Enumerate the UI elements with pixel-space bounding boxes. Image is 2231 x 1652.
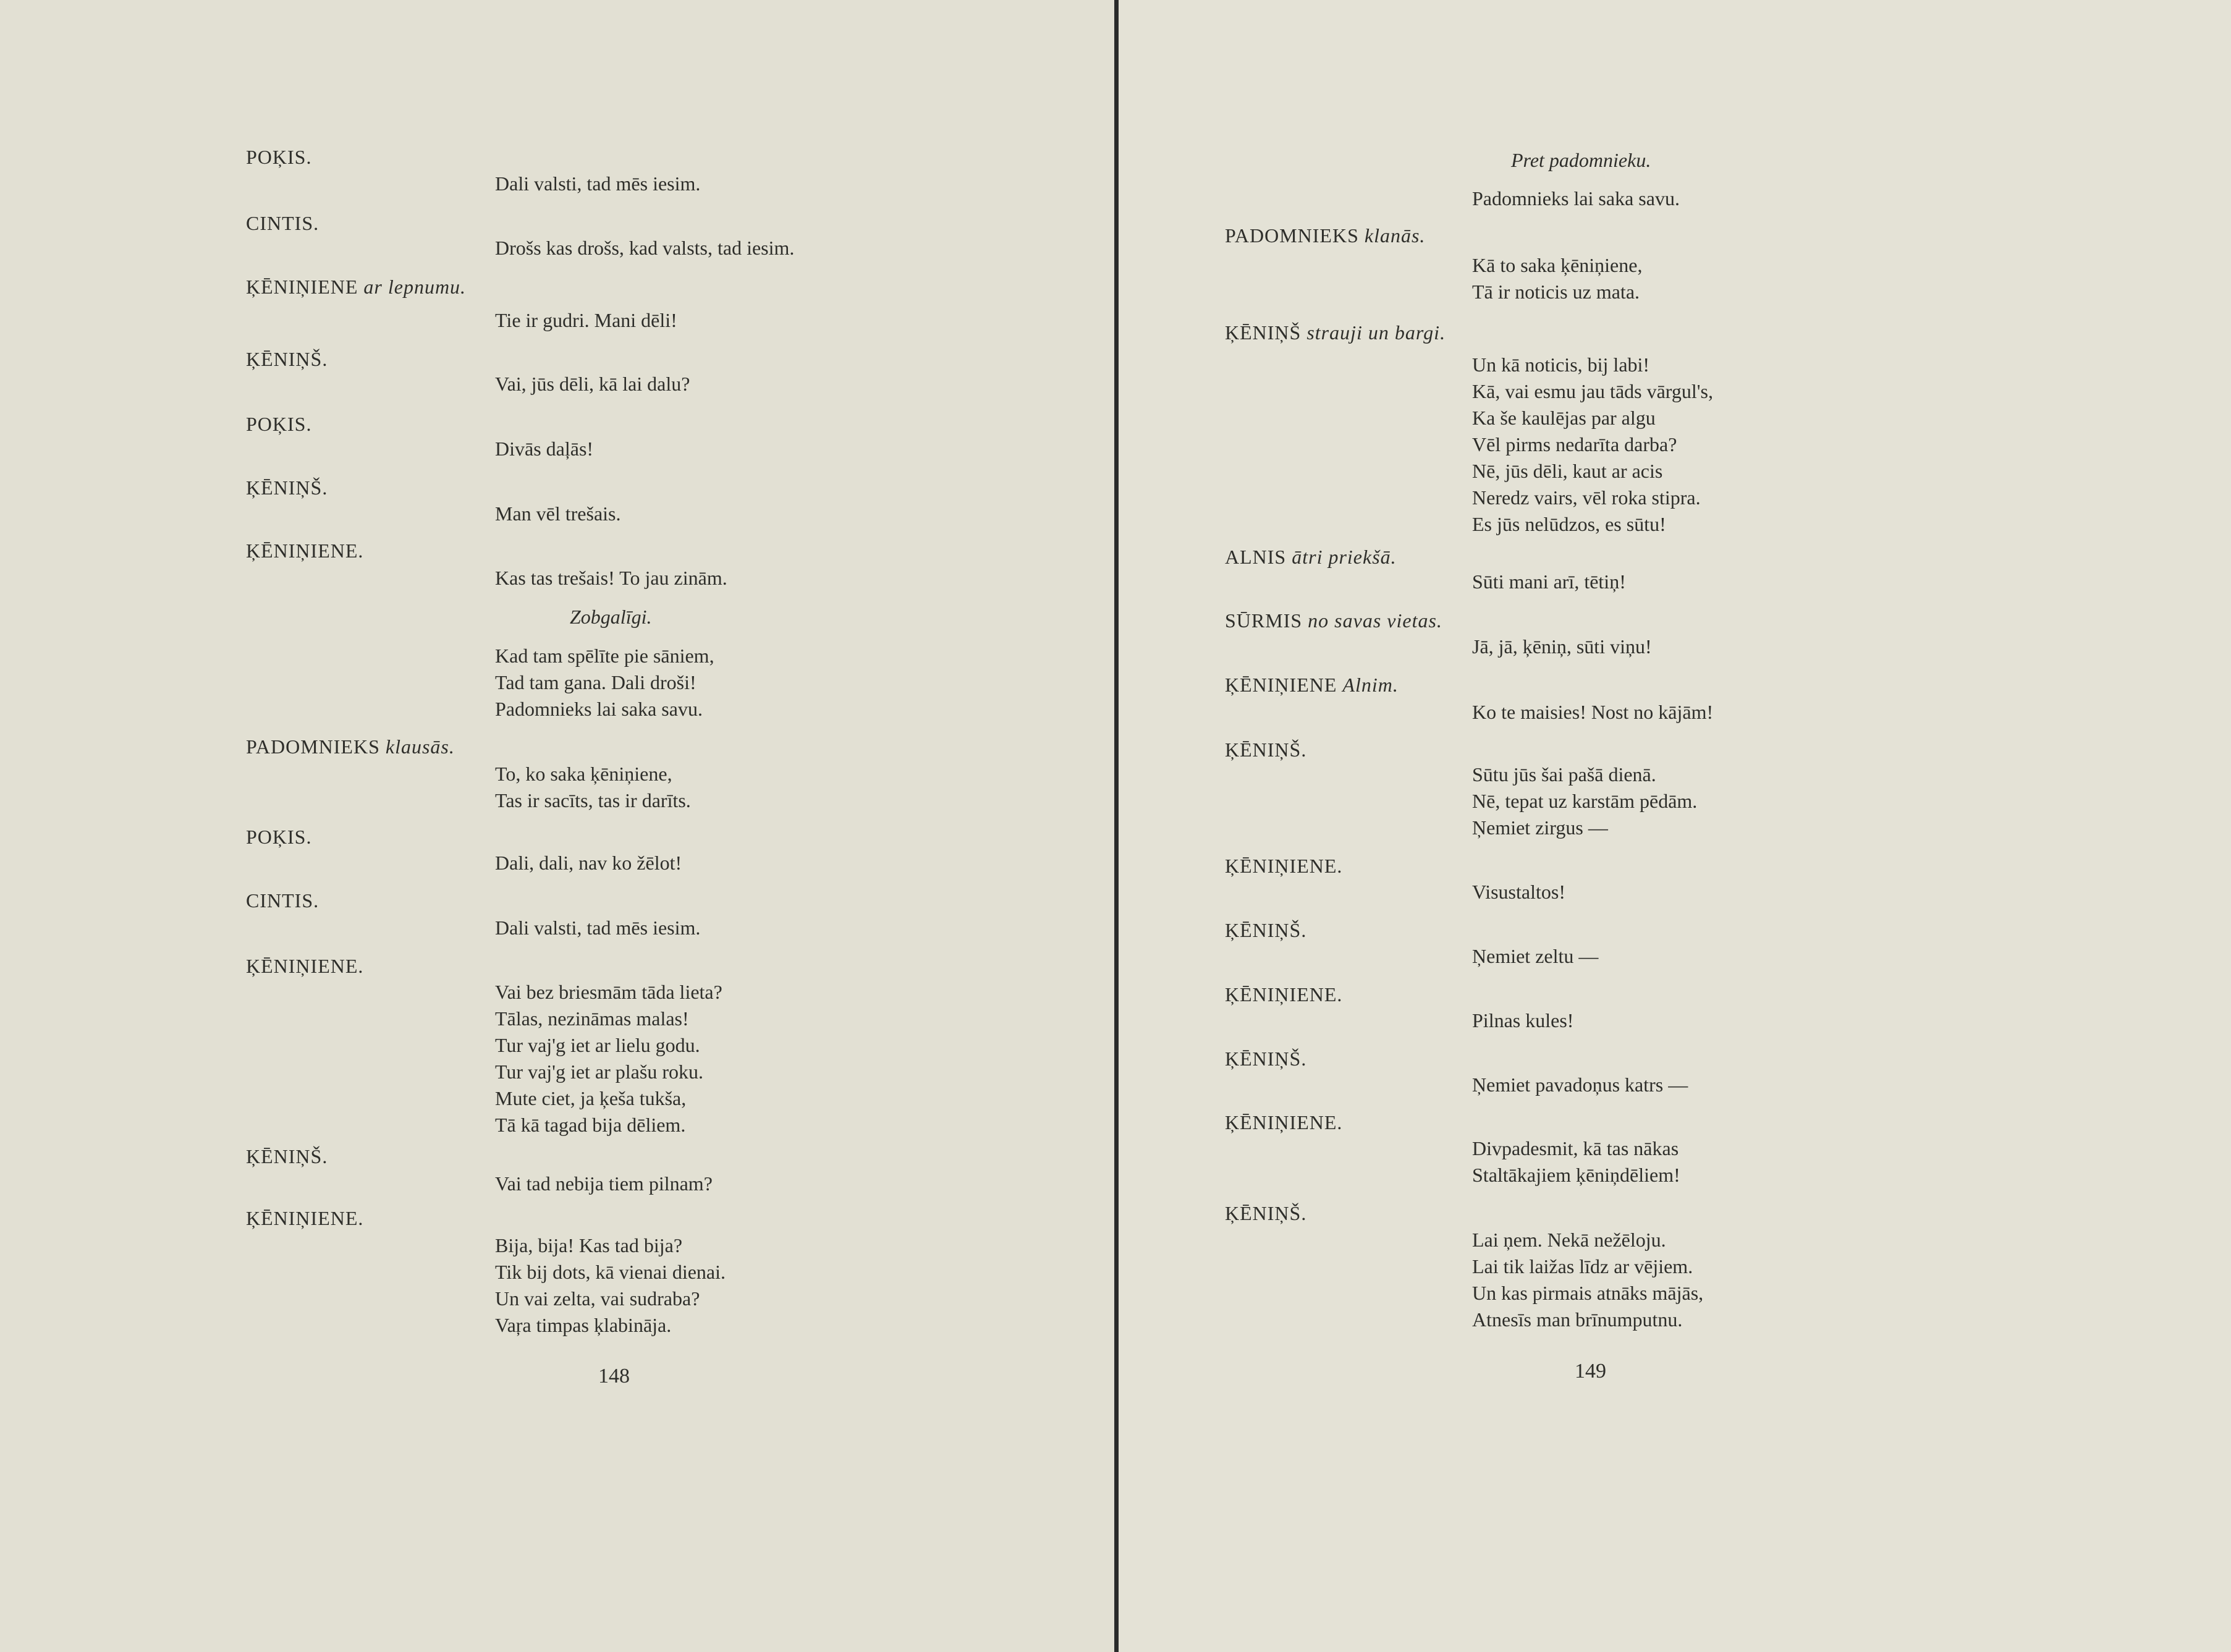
speaker-label: ĶĒNIŅŠ. <box>1225 1202 1307 1224</box>
speaker-label: ĶĒNIŅIENE. <box>246 1207 364 1229</box>
verse-block: Vai tad nebija tiem pilnam? <box>495 1172 713 1195</box>
speaker-label: ĶĒNIŅŠ. <box>246 348 328 370</box>
verse-block: Dali valsti, tad mēs iesim. <box>495 917 701 939</box>
verse-block: Sūtu jūs šai pašā dienā. Nē, tepat uz karstām pēdām. Ņemiet zirgus — <box>1472 763 1698 839</box>
speaker-label: ĶĒNIŅIENE Alnim. <box>1225 674 1399 696</box>
verse-block: Man vēl trešais. <box>495 502 621 525</box>
page-number: 149 <box>1575 1360 1606 1383</box>
speaker-label: ĶĒNIŅŠ. <box>246 477 328 499</box>
verse-block: Dali, dali, nav ko žēlot! <box>495 852 682 874</box>
stage-direction: ar lepnumu. <box>363 276 467 298</box>
verse-block: Vai bez briesmām tāda lieta? Tālas, nezināmas malas! Tur vaj'g iet ar lielu godu. Tur vaj'g iet ar plašu roku. Mute ciet, ja ķeša tukša, Tā kā tagad bija dēliem. <box>495 981 722 1136</box>
stage-direction: no savas vietas. <box>1308 609 1442 632</box>
verse-block: Kad tam spēlīte pie sāniem, Tad tam gana. Dali droši! Padomnieks lai saka savu. <box>495 645 714 720</box>
speaker-label: CINTIS. <box>246 212 320 234</box>
verse-block: Pilnas kules! <box>1472 1009 1574 1031</box>
verse-block: Dali valsti, tad mēs iesim. <box>495 172 701 195</box>
verse-block: Kā to saka ķēniņiene, Tā ir noticis uz mata. <box>1472 254 1643 303</box>
verse-block: Lai ņem. Nekā nežēloju. Lai tik laižas līdz ar vējiem. Un kas pirmais atnāks mājās, Atnesīs man brīnumputnu. <box>1472 1229 1704 1331</box>
page-number: 148 <box>598 1365 630 1387</box>
speaker-label: ĶĒNIŅIENE. <box>1225 855 1343 877</box>
verse-block: Bija, bija! Kas tad bija? Tik bij dots, kā vienai dienai. Un vai zelta, vai sudraba? Vaŗa timpas ķlabināja. <box>495 1234 726 1336</box>
speaker-label: ĶĒNIŅIENE. <box>1225 1111 1343 1133</box>
right-page <box>1119 0 2231 1652</box>
verse-block: Ņemiet pavadoņus katrs — <box>1472 1074 1688 1096</box>
stage-direction: strauji un bargi. <box>1306 321 1446 344</box>
stage-direction: klanās. <box>1364 224 1426 247</box>
speaker-label: SŪRMIS no savas vietas. <box>1225 609 1442 632</box>
stage-direction: klausās. <box>385 735 455 758</box>
stage-direction-aside: Zobgalīgi. <box>570 606 652 628</box>
left-page <box>0 0 1114 1652</box>
speaker-label: ĶĒNIŅŠ. <box>1225 919 1307 941</box>
speaker-label: CINTIS. <box>246 889 320 912</box>
verse-block: Kas tas trešais! To jau zinām. <box>495 567 727 589</box>
verse-block: To, ko saka ķēniņiene, Tas ir sacīts, tas ir darīts. <box>495 763 691 811</box>
verse-block: Ņemiet zeltu — <box>1472 945 1599 967</box>
stage-direction-aside: Pret padomnieku. <box>1511 149 1651 171</box>
verse-block: Vai, jūs dēli, kā lai dalu? <box>495 373 690 395</box>
speaker-label: PADOMNIEKS klausās. <box>246 735 455 758</box>
verse-block: Un kā noticis, bij labi! Kā, vai esmu jau tāds vārgul's, Ka še kaulējas par algu Vēl pirms nedarīta darba? Nē, jūs dēli, kaut ar acis Neredz vairs, vēl roka stipra. Es jūs nelūdzos, es sūtu! <box>1472 354 1713 535</box>
verse-block: Padomnieks lai saka savu. <box>1472 187 1680 210</box>
verse-block: Ko te maisies! Nost no kājām! <box>1472 701 1714 723</box>
speaker-label: ĶĒNIŅIENE. <box>246 540 364 562</box>
speaker-label: ALNIS ātri priekšā. <box>1225 546 1397 568</box>
verse-block: Visustaltos! <box>1472 881 1565 903</box>
verse-block: Divpadesmit, kā tas nākas Staltākajiem ķēniņdēliem! <box>1472 1137 1680 1186</box>
speaker-label: ĶĒNIŅIENE. <box>1225 983 1343 1006</box>
verse-block: Jā, jā, ķēniņ, sūti viņu! <box>1472 635 1652 658</box>
speaker-label: ĶĒNIŅIENE ar lepnumu. <box>246 276 467 298</box>
stage-direction: Alnim. <box>1342 674 1399 696</box>
speaker-label: POĶIS. <box>246 826 312 848</box>
speaker-label: POĶIS. <box>246 146 312 168</box>
speaker-label: ĶĒNIŅIENE. <box>246 955 364 977</box>
book-gutter <box>1114 0 1119 1652</box>
verse-block: Sūti mani arī, tētiņ! <box>1472 570 1626 593</box>
speaker-label: ĶĒNIŅŠ. <box>1225 739 1307 761</box>
verse-block: Divās daļās! <box>495 438 594 460</box>
speaker-label: ĶĒNIŅŠ. <box>1225 1048 1307 1070</box>
speaker-label: ĶĒNIŅŠ strauji un bargi. <box>1225 321 1446 344</box>
speaker-label: ĶĒNIŅŠ. <box>246 1145 328 1167</box>
speaker-label: PADOMNIEKS klanās. <box>1225 224 1426 247</box>
verse-block: Tie ir gudri. Mani dēli! <box>495 309 677 331</box>
verse-block: Drošs kas drošs, kad valsts, tad iesim. <box>495 237 795 259</box>
stage-direction: ātri priekšā. <box>1292 546 1397 568</box>
speaker-label: POĶIS. <box>246 413 312 435</box>
